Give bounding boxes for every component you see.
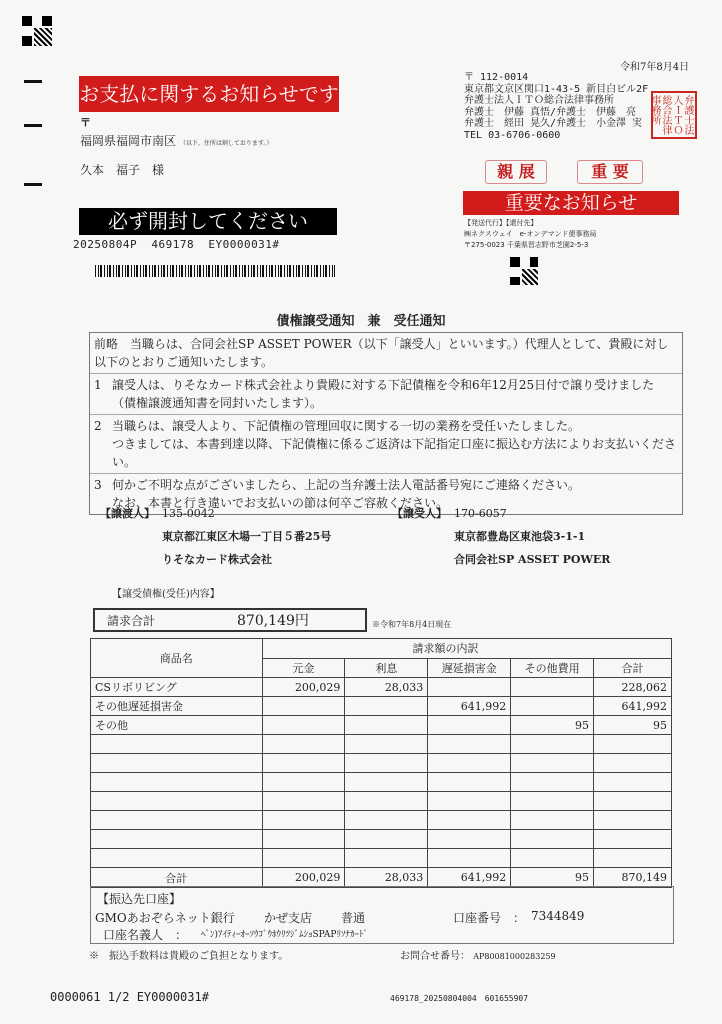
claim-as-of: ※令和7年8月4日現在 [372, 620, 452, 629]
bank-name: GMOあおぞらネット銀行 [95, 911, 235, 925]
table-row-empty [91, 830, 672, 849]
table-row-empty [91, 754, 672, 773]
transferee-block [392, 502, 610, 571]
notice-intro: 前略 当職らは、合同会社SP ASSET POWER（以下「譲受人」といいます。）代理人として、貴殿に対し以下のとおりご通知いたします。 [90, 333, 682, 374]
sender-block [464, 72, 664, 141]
notice-item-2: 2 当職らは、譲受人より、下記債権の管理回収に関する一切の業務を受任いたしました。 つきましては、本書到達以降、下記債権に係るご返済は下記指定口座に振込む方法によりお支払いください。 [90, 415, 682, 474]
claim-total-label: 請求合計 [107, 613, 156, 628]
recipient-address-text: 福岡県福岡市南区 [80, 134, 177, 148]
claim-section-label: 【譲受債権(受任)内容】 [112, 589, 220, 600]
transferor-postal: 135-0042 [162, 507, 215, 520]
address-note: （以下、住所は割しております。） [179, 140, 273, 147]
claim-total-value: 870,149円 [237, 613, 309, 629]
notice-item-1: 1 譲受人は、りそなカード株式会社より貴殿に対する下記債権を令和6年12月25日付で譲り受けました（債権譲渡通知書を同封いたします）。 [90, 374, 682, 415]
sender-tel: TEL 03-6706-0600 [464, 129, 561, 141]
important-notice-banner: 重要なお知らせ [463, 191, 679, 215]
firm-seal-icon: 弁護士法人ＩＴＯ総合法律事務所 [651, 91, 697, 139]
qr-code [22, 16, 52, 46]
sender-postal: 〒 112-0014 [464, 72, 529, 83]
table-row-empty [91, 811, 672, 830]
transferee-name: 合同会社SP ASSET POWER [454, 553, 611, 566]
sender-address: 東京都文京区関口1-43-5 新目白ビル2F [464, 83, 649, 95]
payment-account-box [90, 886, 674, 944]
table-row-empty [91, 735, 672, 754]
qr-code [510, 257, 538, 285]
transferee-postal: 170-6057 [454, 507, 507, 520]
notice-box [89, 332, 683, 515]
transferor-label: 【譲渡人】 [100, 507, 155, 520]
account-type: 普通 [341, 911, 366, 925]
forwarder-address: 〒275-0023 千葉県習志野市芝園2-5-3 [464, 241, 589, 249]
col-header-late-fee: 遅延損害金 [428, 658, 511, 678]
postal-mark: 〒 [80, 116, 91, 129]
payment-notice-banner: お支払に関するお知らせです [79, 76, 339, 112]
important-stamp: 重 要 [577, 160, 643, 184]
inquiry-number: お問合せ番号： AP80081000283259 [400, 951, 556, 962]
transferor-name: りそなカード株式会社 [162, 553, 272, 566]
fold-mark [24, 183, 42, 186]
transferee-label: 【譲受人】 [392, 507, 447, 520]
col-header-total: 合計 [594, 658, 672, 678]
claim-total-box [93, 608, 367, 632]
notice-item-3: 3 何かご不明な点がございましたら、上記の当弁護士法人電話番号宛にご連絡ください。 なお、本書と行き違いでお支払いの節は何卒ご容赦ください。 [94, 478, 581, 510]
table-row-empty [91, 773, 672, 792]
sender-lawyers-1: 弁護士 伊藤 真悟/弁護士 伊藤 亮 [464, 106, 637, 118]
recipient-name: 久本 福子 様 [80, 163, 165, 177]
col-header-other-cost: その他費用 [511, 658, 594, 678]
transfer-fee-note: ※ 振込手数料は貴殿のご負担となります。 [89, 951, 289, 962]
account-number: 7344849 [531, 909, 585, 923]
branch-name: かぜ支店 [264, 911, 313, 925]
account-number-label: 口座番号 ： [453, 911, 526, 925]
fold-mark [24, 124, 42, 127]
notice-title: 債権譲受通知 兼 受任通知 [276, 314, 446, 329]
table-total-row: 合計 200,029 28,033 641,992 95 870,149 [91, 868, 672, 888]
confidential-stamp: 親 展 [485, 160, 547, 184]
recipient-address [80, 132, 272, 149]
col-header-principal: 元金 [262, 658, 345, 678]
transferee-address: 東京都豊島区東池袋3-1-1 [454, 530, 586, 543]
table-row: その他 95 95 [91, 716, 672, 735]
sender-lawyers-2: 弁護士 經田 晃久/弁護士 小金澤 実 [464, 118, 643, 129]
forwarder-block [464, 218, 596, 251]
footer-right-code: 469178_20250804004 601655907 [390, 994, 529, 1003]
col-group-header: 請求額の内訳 [262, 639, 671, 659]
table-row-empty [91, 849, 672, 868]
postal-barcode [95, 265, 335, 277]
tracking-code: 20250804P 469178 EY0000031# [73, 238, 280, 251]
issue-date: 令和7年8月4日 [620, 62, 690, 73]
must-open-banner: 必ず開封してください [79, 208, 337, 235]
table-row-empty [91, 792, 672, 811]
payment-account-label: 【振込先口座】 [97, 892, 182, 906]
table-row: その他遅延損害金 641,992 641,992 [91, 697, 672, 716]
col-header-product: 商品名 [91, 639, 263, 678]
claim-table [90, 638, 672, 888]
forwarder-company: ㈱ネクスウェイ e-オンデマンド便事務局 [464, 230, 597, 238]
table-row: CSリボリビング 200,029 28,033 228,062 [91, 678, 672, 697]
account-holder-label: 口座名義人 ： [103, 928, 188, 942]
footer-left-code: 0000061 1/2 EY0000031# [50, 990, 209, 1004]
transferor-block [100, 502, 331, 571]
transferor-address: 東京都江東区木場一丁目５番25号 [162, 530, 332, 543]
forwarder-label: 【発送代行】【還付先】 [464, 219, 538, 227]
account-holder: ﾍﾞﾝ)ｱｲﾃｨｰｵｰｿｳｺﾞｳﾎｳﾘﾂｼﾞﾑｼｮSPAPﾘｿﾅｶｰﾄﾞ [201, 930, 368, 940]
sender-firm: 弁護士法人ＩＴＯ総合法律事務所 [464, 95, 614, 106]
col-header-interest: 利息 [345, 658, 428, 678]
fold-mark [24, 80, 42, 83]
